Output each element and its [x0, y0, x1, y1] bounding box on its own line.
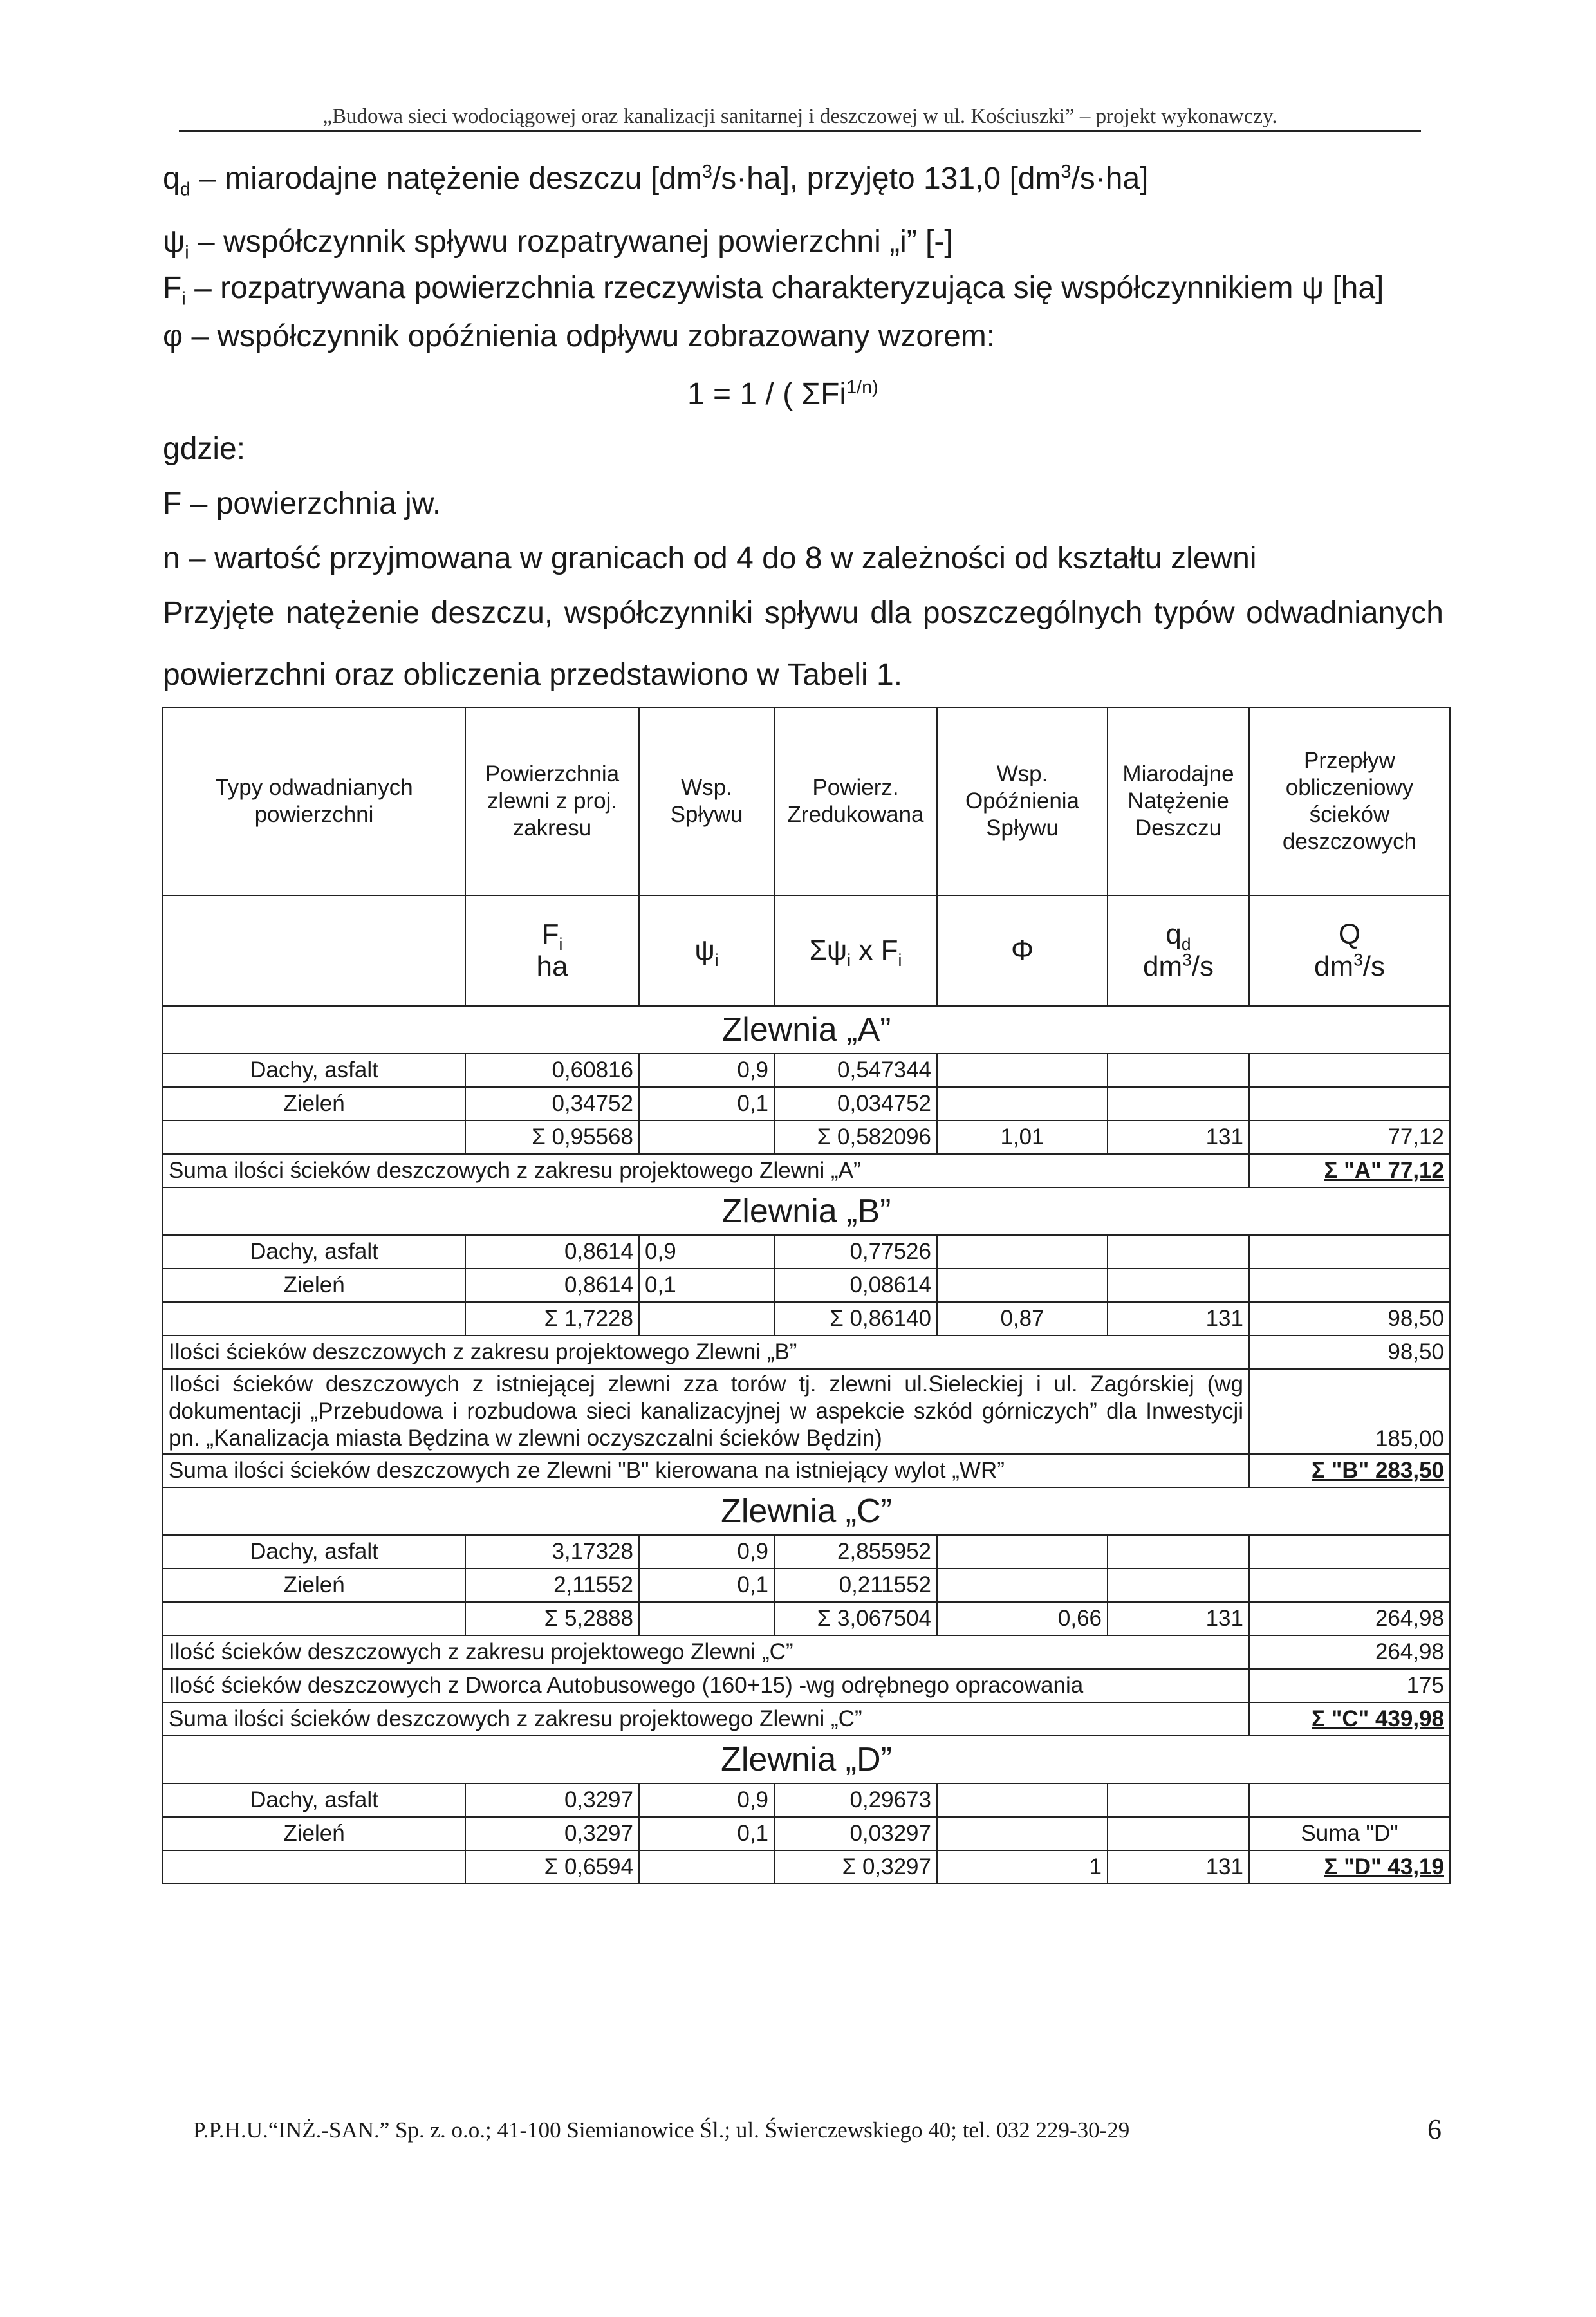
sum-row-a: Σ 0,95568 Σ 0,582096 1,01 131 77,12: [163, 1121, 1450, 1154]
table-row: Dachy, asfalt 0,3297 0,9 0,29673: [163, 1783, 1450, 1817]
table-header-row: [163, 707, 1450, 895]
line-row-b1: Ilości ścieków deszczowych z zakresu projektowego Zlewni „B” 98,50: [163, 1335, 1450, 1369]
table-row: Zieleń 0,34752 0,1 0,034752: [163, 1087, 1450, 1121]
section-row-d: [163, 1736, 1450, 1783]
table-row: Zieleń 0,8614 0,1 0,08614: [163, 1269, 1450, 1302]
psi-definition: $\psi_i$ – współczynnik spływu rozpatrywanej powierzchni „i” [-]: [163, 225, 953, 263]
table-row: Dachy, asfalt 0,8614 0,9 0,77526: [163, 1235, 1450, 1269]
line-row-b2: Ilości ścieków deszczowych z istniejącej zlewni zza torów tj. zlewni ul.Sieleckiej i ul. Zagórskiej (wg dokumentacji „Przebudowa i rozbudowa sieci kanalizacyjnej w aspekcie szkód górniczych” dla Inwestycji pn. „Kanalizacja miasta Będzina w zlewni oczyszczalni ścieków Będzin) 185,00: [163, 1369, 1450, 1454]
intro-paragraph: Przyjęte natężenie deszczu, współczynniki spływu dla poszczególnych typów odwadnianych powierzchni oraz obliczenia przedstawiono w Tabeli 1.: [163, 596, 1443, 692]
header-delay-coef: Wsp. Opóźnienia Spływu: [937, 707, 1108, 895]
unit-psi: $\psi_i$: [639, 895, 774, 1006]
sum-row-c: Σ 5,2888 Σ 3,067504 0,66 131 264,98: [163, 1602, 1450, 1635]
sum-row-b: Σ 1,7228 Σ 0,86140 0,87 131 98,50: [163, 1302, 1450, 1335]
unit-qd: $q_d$ $dm^3/s$: [1108, 895, 1249, 1006]
header-flow: Przepływ obliczeniowy ścieków deszczowych: [1249, 707, 1450, 895]
phi-formula: 1 = 1 / ( ΣFi$^{1/n)}$: [687, 377, 878, 411]
header-runoff-coef: Wsp. Spływu: [639, 707, 774, 895]
unit-sum-psi-f: $\Sigma\psi_i$ x $F_i$: [774, 895, 937, 1006]
section-title-c: Zlewnia „C”: [163, 1487, 1450, 1535]
section-row-a: [163, 1006, 1450, 1054]
table-row: Zieleń 2,11552 0,1 0,211552: [163, 1568, 1450, 1602]
document-header: „Budowa sieci wodociągowej oraz kanalizacji sanitarnej i deszczowej w ul. Kościuszki” – projekt wykonawczy.: [179, 105, 1421, 132]
f-area-definition: F – powierzchnia jw.: [163, 487, 441, 521]
qd-definition: $q_d$ – miarodajne natężenie deszczu $[dm^3/s\cdot ha]$, przyjęto 131,0 $[dm^3/s\cdot ha]$: [163, 162, 1149, 200]
header-reduced-area: Powierz. Zredukowana: [774, 707, 937, 895]
section-row-b: [163, 1187, 1450, 1235]
line-row-c2: Ilość ścieków deszczowych z Dworca Autobusowego (160+15) -wg odrębnego opracowania 175: [163, 1669, 1450, 1702]
n-definition: n – wartość przyjmowana w granicach od 4 do 8 w zależności od kształtu zlewni: [163, 541, 1257, 575]
section-row-c: [163, 1487, 1450, 1535]
summary-row-b: Suma ilości ścieków deszczowych ze Zlewni "B" kierowana na istniejący wylot „WR” Σ "B" 283,50: [163, 1454, 1450, 1487]
f-definition: $F_i$ – rozpatrywana powierzchnia rzeczywista charakteryzująca się współczynnikiem ψ [ha]: [163, 271, 1384, 310]
table-row: Zieleń 0,3297 0,1 0,03297 Suma "D": [163, 1817, 1450, 1850]
table-row: Dachy, asfalt 0,60816 0,9 0,547344: [163, 1054, 1450, 1087]
section-title-b: Zlewnia „B”: [163, 1187, 1450, 1235]
unit-fi: $F_i$ ha: [465, 895, 639, 1006]
table-units-row: [163, 895, 1450, 1006]
section-title-a: Zlewnia „A”: [163, 1006, 1450, 1054]
line-row-c1: Ilość ścieków deszczowych z zakresu projektowego Zlewni „C” 264,98: [163, 1635, 1450, 1669]
table-row: Dachy, asfalt 3,17328 0,9 2,855952: [163, 1535, 1450, 1568]
sum-row-d: Σ 0,6594 Σ 0,3297 1 131 Σ "D" 43,19: [163, 1850, 1450, 1884]
header-area: Powierzchnia zlewni z proj. zakresu: [465, 707, 639, 895]
header-types: Typy odwadnianych powierzchni: [163, 707, 465, 895]
unit-phi: Φ: [937, 895, 1108, 1006]
section-title-d: Zlewnia „D”: [163, 1736, 1450, 1783]
calculation-table: [162, 707, 1451, 1884]
phi-definition: φ – współczynnik opóźnienia odpływu zobrazowany wzorem:: [163, 319, 996, 353]
document-footer: P.P.H.U.“INŻ.-SAN.” Sp. z. o.o.; 41-100 Siemianowice Śl.; ul. Świerczewskiego 40; tel. 032 229-30-29: [193, 2117, 1130, 2143]
header-rain-intensity: Miarodajne Natężenie Deszczu: [1108, 707, 1249, 895]
page-number: 6: [1427, 2114, 1442, 2145]
gdzie-label: gdzie:: [163, 432, 246, 466]
unit-q: Q $dm^3/s$: [1249, 895, 1450, 1006]
summary-row-c: Suma ilości ścieków deszczowych z zakresu projektowego Zlewni „C” Σ "C" 439,98: [163, 1702, 1450, 1736]
summary-row-a: Suma ilości ścieków deszczowych z zakresu projektowego Zlewni „A” Σ "A" 77,12: [163, 1154, 1450, 1187]
